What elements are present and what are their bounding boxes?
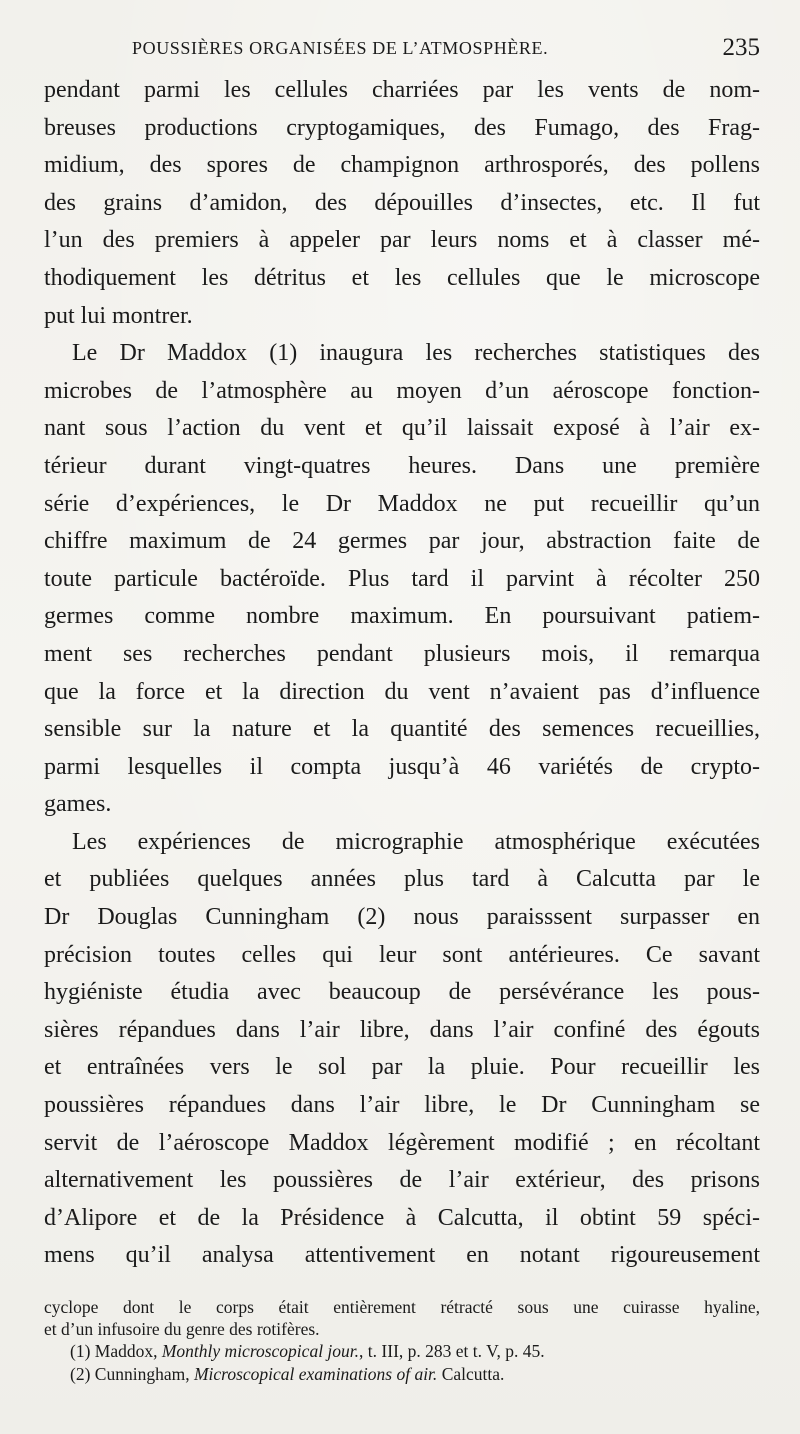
page-number: 235	[722, 34, 760, 61]
footnote-continuation-line: et d’un infusoire du genre des rotifères.	[44, 1319, 320, 1339]
footnote-title: Microscopical examinations of air.	[193, 1363, 438, 1384]
text-line: alternativement les poussières de l’air extérieur, des prisons	[44, 1167, 760, 1194]
text-line: mens qu’il analysa attentivement en notant rigoureusement	[44, 1242, 760, 1269]
text-line: série d’expériences, le Dr Maddox ne put recueillir qu’un	[44, 490, 760, 517]
text-line: germes comme nombre maximum. En poursuivant patiem-	[44, 603, 760, 630]
text-line: midium, des spores de champignon arthrosporés, des pollens	[44, 152, 760, 179]
text-line: des grains d’amidon, des dépouilles d’insectes, etc. Il fut	[44, 189, 760, 216]
text-line: hygiéniste étudia avec beaucoup de persévérance les pous-	[44, 979, 760, 1006]
text-line: microbes de l’atmosphère au moyen d’un aéroscope fonction-	[44, 377, 760, 404]
footnote-2	[44, 1363, 760, 1386]
text-line: ment ses recherches pendant plusieurs mois, il remarqua	[44, 640, 760, 667]
footnote-number: (1)	[70, 1341, 91, 1361]
footnote-author: Cunningham,	[94, 1363, 190, 1384]
text-line: toute particule bactéroïde. Plus tard il parvint à récolter 250	[44, 565, 760, 592]
footnote-rest: Calcutta.	[437, 1363, 505, 1384]
text-line: servit de l’aéroscope Maddox légèrement modifié ; en récoltant	[44, 1129, 760, 1156]
text-line: games.	[44, 791, 112, 818]
footnotes	[44, 1296, 760, 1385]
text-line: que la force et la direction du vent n’avaient pas d’influence	[44, 678, 760, 705]
text-line: térieur durant vingt-quatres heures. Dans une première	[44, 452, 760, 479]
footnote-author: Maddox,	[94, 1341, 158, 1361]
text-line: précision toutes celles qui leur sont antérieures. Ce savant	[44, 941, 760, 968]
footnote-1	[44, 1340, 760, 1363]
text-line: d’Alipore et de la Présidence à Calcutta, il obtint 59 spéci-	[44, 1204, 760, 1231]
text-line: sières répandues dans l’air libre, dans l’air confiné des égouts	[44, 1016, 760, 1043]
text-line: thodiquement les détritus et les cellules que le microscope	[44, 264, 760, 291]
text-line: pendant parmi les cellules charriées par les vents de nom-	[44, 77, 760, 103]
text-line: et publiées quelques années plus tard à Calcutta par le	[44, 866, 760, 893]
text-line: chiffre maximum de 24 germes par jour, abstraction faite de	[44, 528, 760, 555]
text-line: nant sous l’action du vent et qu’il laissait exposé à l’air ex-	[44, 415, 760, 442]
footnote-continuation-line: cyclope dont le corps était entièrement rétracté sous une cuirasse hyaline,	[44, 1297, 760, 1317]
main-text	[44, 72, 760, 1275]
text-line: Le Dr Maddox (1) inaugura les recherches statistiques des	[72, 340, 760, 367]
page-header	[46, 34, 760, 74]
text-line: poussières répandues dans l’air libre, le Dr Cunningham se	[44, 1092, 760, 1119]
footnote-title: Monthly microscopical jour.	[161, 1341, 360, 1361]
text-line: parmi lesquelles il compta jusqu’à 46 variétés de crypto-	[44, 753, 760, 780]
text-line: sensible sur la nature et la quantité des semences recueillies,	[44, 716, 760, 743]
text-line: l’un des premiers à appeler par leurs noms et à classer mé-	[44, 227, 760, 254]
running-title: POUSSIÈRES ORGANISÉES DE L’ATMOSPHÈRE.	[132, 38, 549, 58]
text-line: breuses productions cryptogamiques, des Fumago, des Frag-	[44, 114, 760, 141]
footnote-number: (2)	[70, 1363, 91, 1384]
text-line: Les expériences de micrographie atmosphérique exécutées	[72, 828, 760, 855]
text-line: Dr Douglas Cunningham (2) nous paraisssent surpasser en	[44, 904, 760, 931]
text-line: et entraînées vers le sol par la pluie. Pour recueillir les	[44, 1054, 760, 1081]
text-line: put lui montrer.	[44, 302, 193, 329]
footnote-rest: , t. III, p. 283 et t. V, p. 45.	[359, 1341, 545, 1361]
